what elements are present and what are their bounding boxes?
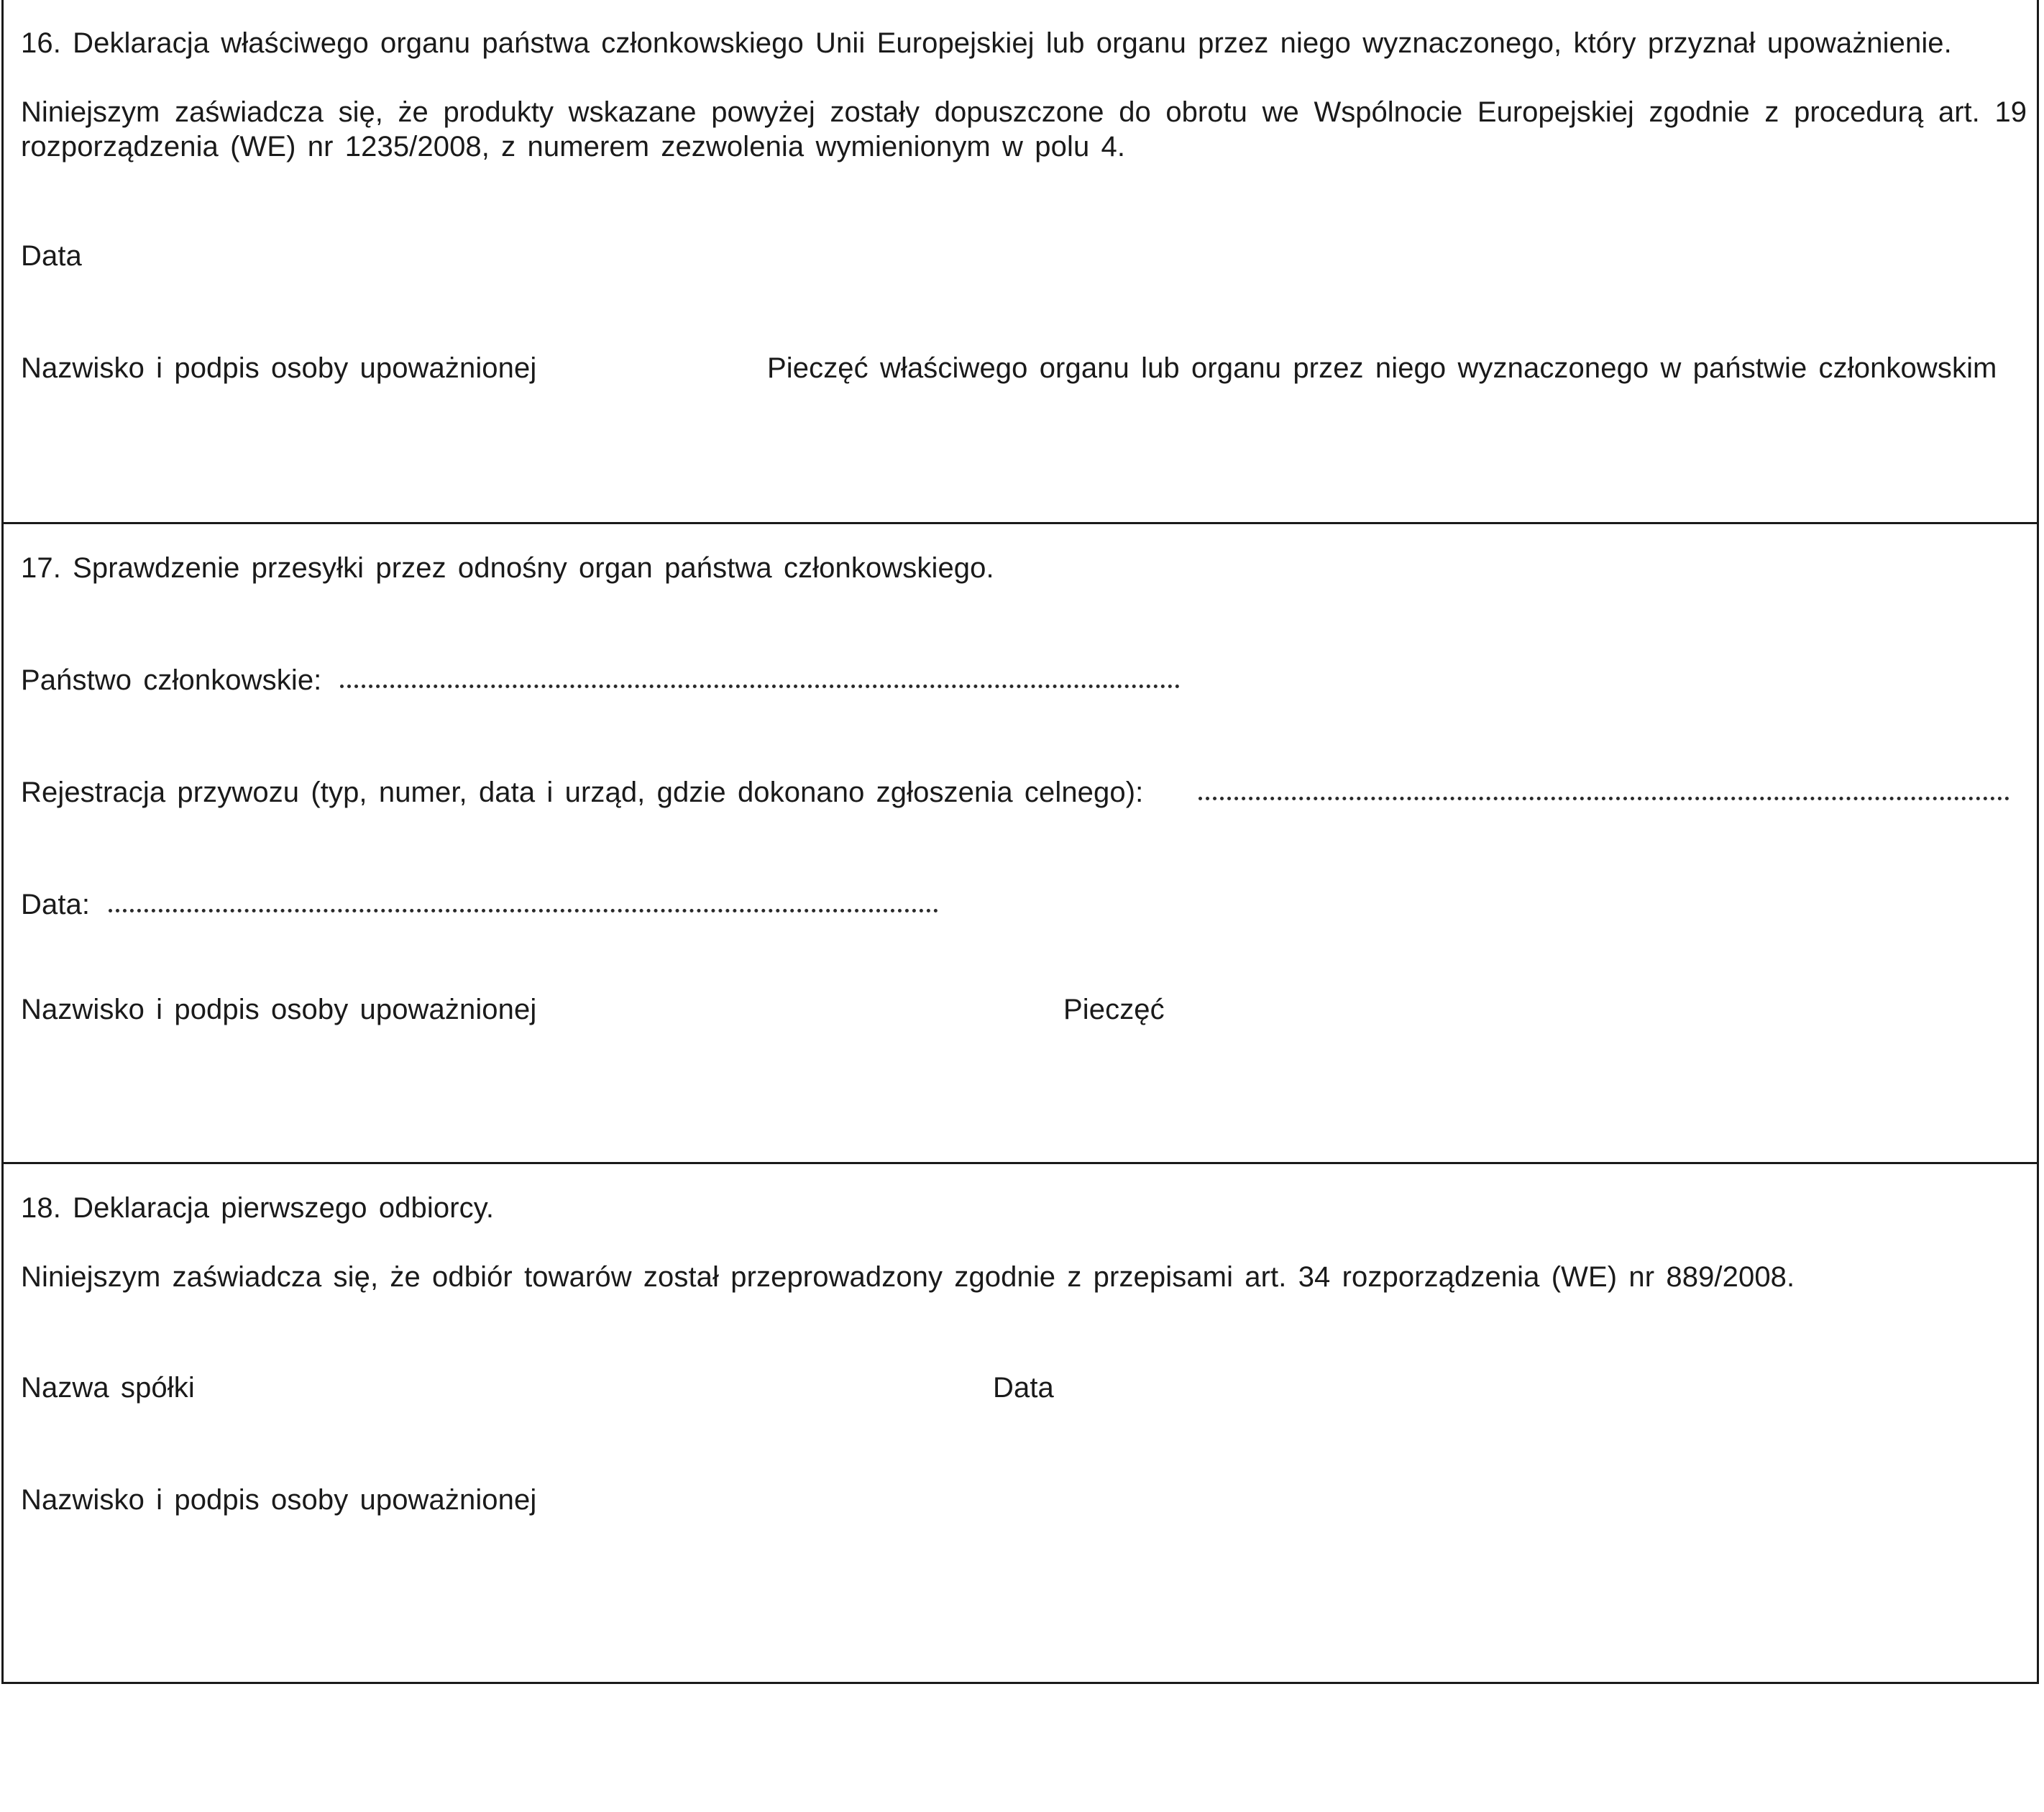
section-18-heading: 18. Deklaracja pierwszego odbiorcy.: [21, 1192, 495, 1224]
member-state-field[interactable]: [340, 685, 1180, 688]
section-divider: [4, 1162, 2037, 1164]
section-17-heading: 17. Sprawdzenie przesyłki przez odnośny organ państwa członkowskiego.: [21, 552, 994, 584]
section-16-stamp-label: Pieczęć właściwego organu lub organu przez niego wyznaczonego w państwie członkowskim: [767, 352, 1997, 384]
section-18-date-label: Data: [993, 1372, 1054, 1404]
company-name-label: Nazwa spółki: [21, 1372, 195, 1404]
certificate-form: [1, 0, 2039, 1684]
section-16-heading: 16. Deklaracja właściwego organu państwa członkowskiego Unii Europejskiej lub organu przez niego wyznaczonego, który przyznał upoważnienie.: [21, 27, 1952, 59]
section-18-signature-label: Nazwisko i podpis osoby upoważnionej: [21, 1484, 537, 1516]
section-17-signature-label: Nazwisko i podpis osoby upoważnionej: [21, 994, 537, 1025]
member-state-label: Państwo członkowskie:: [21, 664, 322, 696]
section-17-date-label: Data:: [21, 889, 91, 920]
import-registration-label: Rejestracja przywozu (typ, numer, data i urząd, gdzie dokonano zgłoszenia celnego):: [21, 777, 1144, 808]
section-16-date-label: Data: [21, 240, 82, 272]
section-18-statement: Niniejszym zaświadcza się, że odbiór towarów został przeprowadzony zgodnie z przepisami art. 34 rozporządzenia (WE) nr 889/2008.: [21, 1261, 1795, 1293]
section-16-signature-label: Nazwisko i podpis osoby upoważnionej: [21, 352, 537, 384]
section-16-statement-line-2: rozporządzenia (WE) nr 1235/2008, z numerem zezwolenia wymienionym w polu 4.: [21, 131, 1126, 163]
section-17-date-field[interactable]: [109, 909, 938, 912]
section-divider: [4, 522, 2037, 524]
import-registration-field[interactable]: [1199, 797, 2009, 800]
section-17-stamp-label: Pieczęć: [1063, 994, 1165, 1025]
section-16-statement-line-1: Niniejszym zaświadcza się, że produkty wskazane powyżej zostały dopuszczone do obrotu we Wspólnocie Europejskiej zgodnie z procedurą art. 19: [21, 96, 2027, 128]
